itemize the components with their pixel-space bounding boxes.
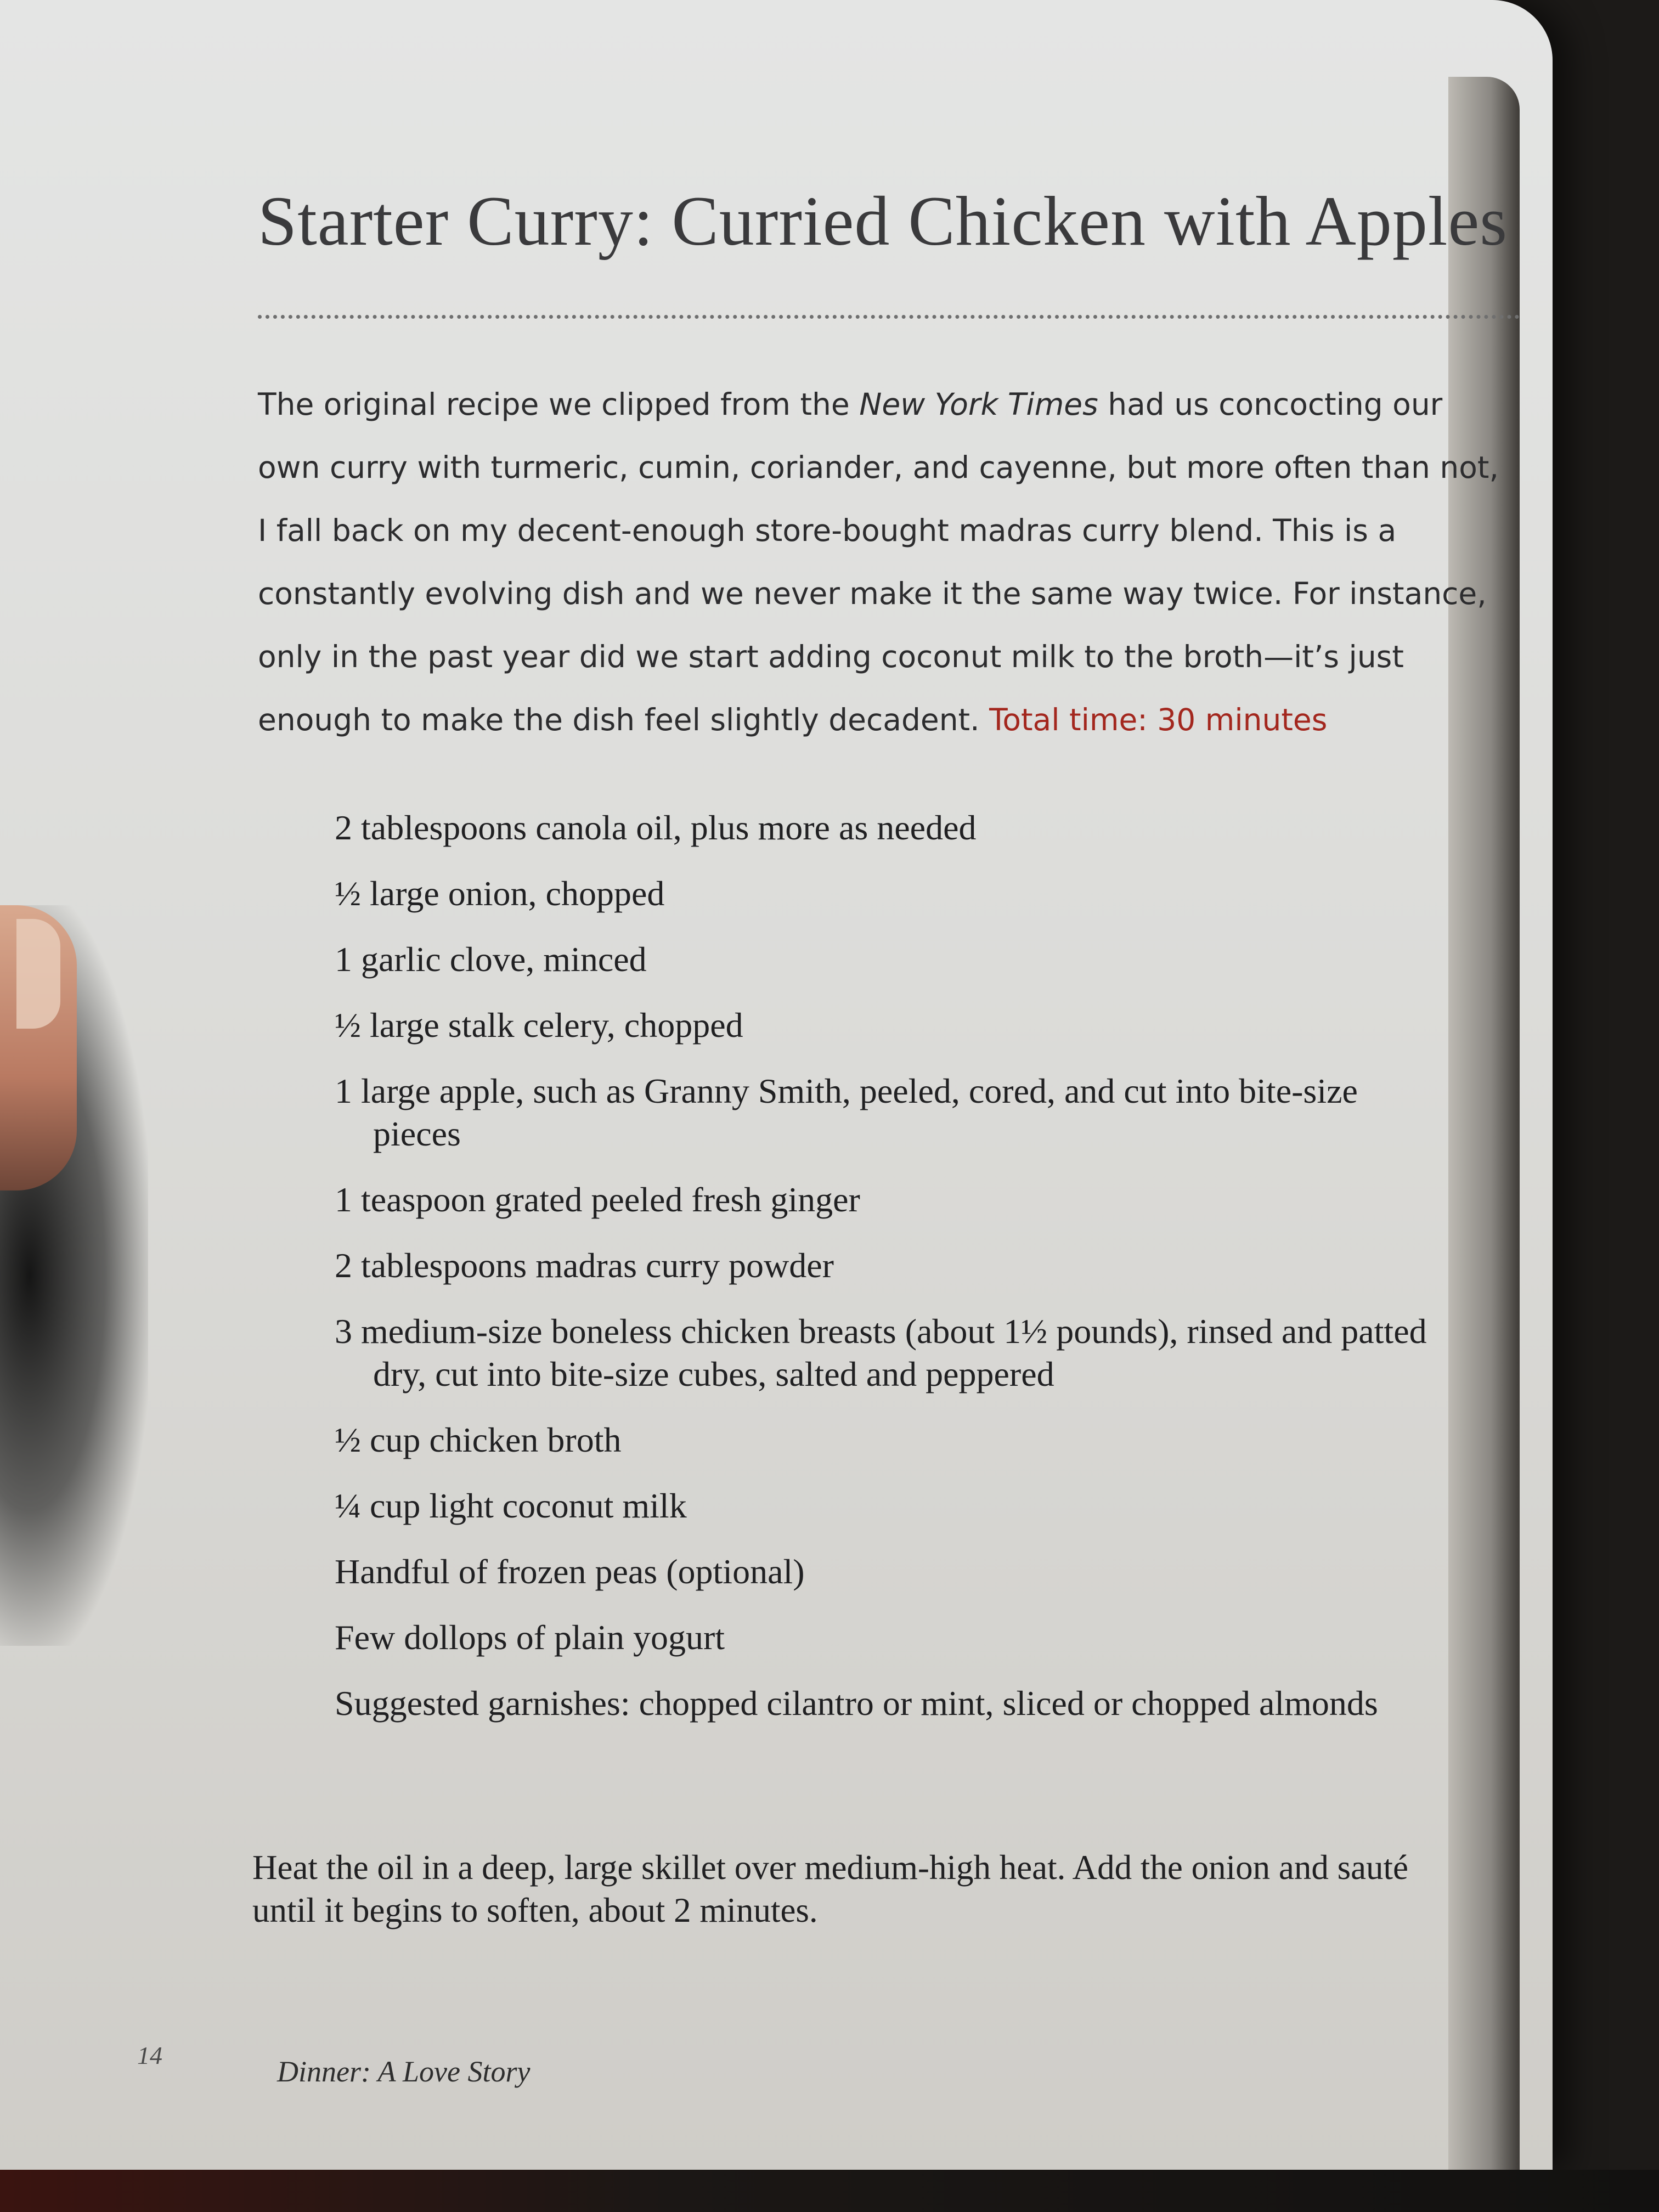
recipe-title: Starter Curry: Curried Chicken with Apples [258,182,1508,260]
method-step: Heat the oil in a deep, large skillet over medium-high heat. Add the onion and sauté until it begins to soften, about 2 minutes. [252,1848,1409,1929]
ingredient-item: 1 large apple, such as Granny Smith, peeled, cored, and cut into bite-size pieces [335,1071,1358,1153]
ingredient-item: 1 garlic clove, minced [335,940,647,979]
thumbnail-highlight [16,919,60,1029]
intro-text-end: had us concocting our own curry with turmeric, cumin, coriander, and cayenne, but more often than not, I fall back on my decent-enough store-bought madras curry blend. This is a constantly evolving dish and we never make it the same way twice. For instance, only in the past year did we start adding coconut milk to the broth—it’s just enough to make the dish feel slightly decadent. [258,387,1499,737]
ingredient-item: 2 tablespoons canola oil, plus more as needed [335,808,977,847]
table-surface [0,2170,1659,2212]
ingredient-item: 2 tablespoons madras curry powder [335,1246,834,1285]
ingredient-item: Suggested garnishes: chopped cilantro or mint, sliced or chopped almonds [335,1684,1378,1723]
running-footer-book-title: Dinner: A Love Story [277,2055,531,2088]
ingredient-item: Few dollops of plain yogurt [335,1618,725,1657]
ingredient-item: ½ cup chicken broth [335,1420,622,1459]
ingredient-item: ½ large onion, chopped [335,874,665,913]
ingredient-item: 1 teaspoon grated peeled fresh ginger [335,1180,860,1219]
publication-name: New York Times [859,387,1098,422]
total-time: Total time: 30 minutes [989,702,1328,737]
ingredient-item: 3 medium-size boneless chicken breasts (about 1½ pounds), rinsed and patted dry, cut into bite-size cubes, salted and peppered [335,1312,1427,1393]
ingredient-item: ¼ cup light coconut milk [335,1486,687,1525]
ingredient-item: Handful of frozen peas (optional) [335,1552,805,1591]
dotted-rule [258,315,1520,319]
ingredient-item: ½ large stalk celery, chopped [335,1006,743,1045]
ingredient-list [335,806,1432,1748]
page-number: 14 [137,2041,162,2069]
intro-text-start: The original recipe we clipped from the [258,387,860,422]
recipe-intro [258,373,1514,752]
